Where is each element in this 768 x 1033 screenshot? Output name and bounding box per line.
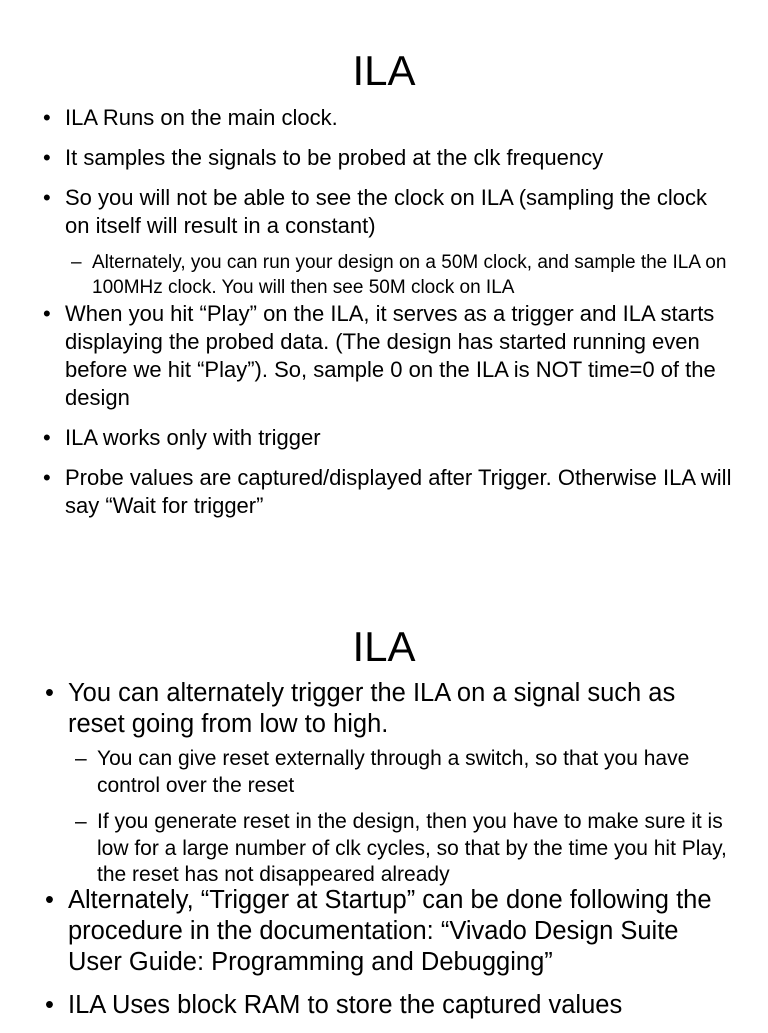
slide-2 — [0, 576, 768, 1024]
bullet-item: • Alternately, “Trigger at Startup” can be done following the procedure in the documentation: “Vivado Design Suite User Guide: Programming and Debugging” — [0, 885, 768, 978]
slide-1-title: ILA — [352, 47, 416, 94]
bullet-item: • It samples the signals to be probed at the clk frequency — [0, 144, 768, 172]
slide-1-bullet-list — [0, 104, 768, 532]
slide-2-title: ILA — [352, 623, 416, 670]
sub-bullet-item: – If you generate reset in the design, then you have to make sure it is low for a large number of clk cycles, so that by the time you hit Play, the reset has not disappeared already — [0, 809, 768, 889]
sub-bullet-group — [0, 250, 768, 300]
bullet-item: • ILA Uses block RAM to store the captured values — [0, 990, 768, 1021]
bullet-item: • When you hit “Play” on the ILA, it serves as a trigger and ILA starts displaying the probed data. (The design has started running even before we hit “Play”). So, sample 0 on the ILA is NOT time=0 of the design — [0, 300, 768, 412]
sub-bullet-item: – You can give reset externally through a switch, so that you have control over the reset — [0, 746, 768, 799]
bullet-item: • Probe values are captured/displayed after Trigger. Otherwise ILA will say “Wait for trigger” — [0, 464, 768, 520]
bullet-text: So you will not be able to see the clock on ILA (sampling the clock on itself will result in a constant) — [65, 185, 708, 238]
bullet-item: • You can alternately trigger the ILA on a signal such as reset going from low to high. — [0, 678, 768, 740]
slide-2-bullet-list — [0, 678, 768, 1033]
bullet-item — [0, 184, 768, 240]
sub-bullet-group — [0, 746, 768, 889]
bullet-item: • ILA Runs on the main clock. — [0, 104, 768, 132]
sub-bullet-item: – Alternately, you can run your design on a 50M clock, and sample the ILA on 100MHz clock. You will then see 50M clock on ILA — [0, 250, 768, 300]
bullet-item: • ILA works only with trigger — [0, 424, 768, 452]
